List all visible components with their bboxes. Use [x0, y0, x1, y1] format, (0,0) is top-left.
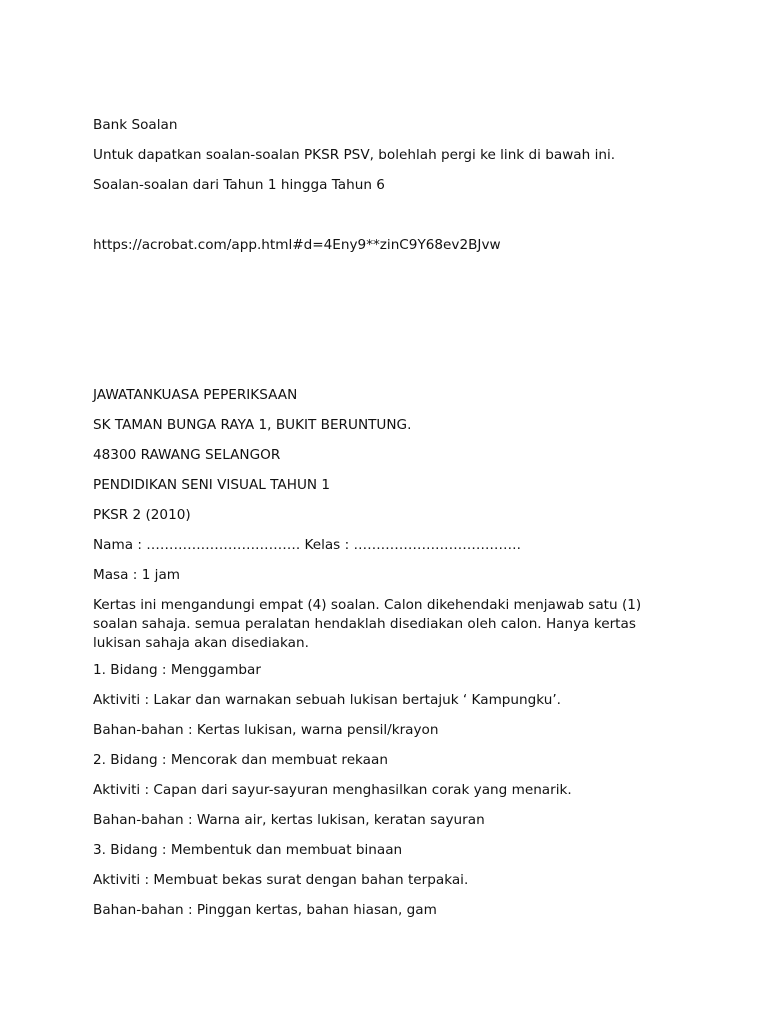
question-aktiviti: Aktiviti : Lakar dan warnakan sebuah lukisan bertajuk ‘ Kampungku’.: [93, 692, 562, 708]
question-bidang: 1. Bidang : Menggambar: [93, 662, 261, 678]
name-class-line: Nama : ……………………………. Kelas : ……………………………….: [93, 537, 521, 553]
school-address: 48300 RAWANG SELANGOR: [93, 447, 281, 463]
committee-title: JAWATANKUASA PEPERIKSAAN: [93, 387, 298, 403]
question-bahan: Bahan-bahan : Pinggan kertas, bahan hiasan, gam: [93, 902, 437, 918]
download-link-line: [93, 236, 501, 255]
intro-line: Soalan-soalan dari Tahun 1 hingga Tahun 6: [93, 177, 385, 193]
document-page: [93, 0, 693, 1024]
question-bahan: Bahan-bahan : Warna air, kertas lukisan, keratan sayuran: [93, 812, 485, 828]
doc-heading: Bank Soalan: [93, 117, 178, 133]
question-bidang: 3. Bidang : Membentuk dan membuat binaan: [93, 842, 403, 858]
instructions-paragraph: Kertas ini mengandungi empat (4) soalan. Calon dikehendaki menjawab satu (1) soalan sahaja. semua peralatan hendaklah disediakan oleh calon. Hanya kertas lukisan sahaja akan disediakan.: [93, 597, 642, 651]
question-bahan: Bahan-bahan : Kertas lukisan, warna pensil/krayon: [93, 722, 439, 738]
subject-title: PENDIDIKAN SENI VISUAL TAHUN 1: [93, 477, 331, 493]
question-aktiviti: Aktiviti : Membuat bekas surat dengan bahan terpakai.: [93, 872, 469, 888]
question-aktiviti: Aktiviti : Capan dari sayur-sayuran menghasilkan corak yang menarik.: [93, 782, 572, 798]
school-name: SK TAMAN BUNGA RAYA 1, BUKIT BERUNTUNG.: [93, 417, 412, 433]
download-link[interactable]: https://acrobat.com/app.html#d=4Eny9**zinC9Y68ev2BJvw: [93, 237, 501, 253]
question-bidang: 2. Bidang : Mencorak dan membuat rekaan: [93, 752, 388, 768]
intro-line: Untuk dapatkan soalan-soalan PKSR PSV, bolehlah pergi ke link di bawah ini.: [93, 147, 616, 163]
paper-code: PKSR 2 (2010): [93, 507, 191, 523]
duration-line: Masa : 1 jam: [93, 567, 181, 583]
